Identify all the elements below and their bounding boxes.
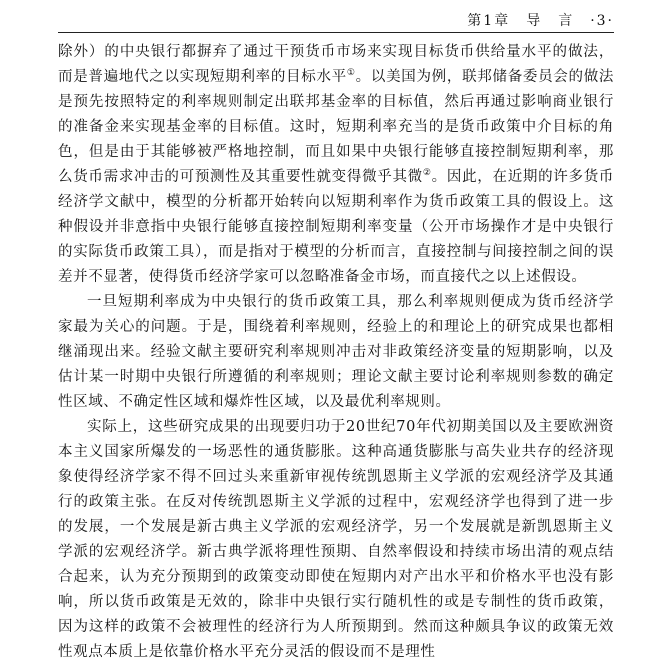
page-body bbox=[58, 40, 614, 665]
footnote-marker-2[interactable]: ② bbox=[422, 168, 432, 179]
paragraph-1-text-b: 。以美国为例，联邦储备委员会的做法是预先按照特定的利率规则制定出联邦基金率的目标值，然后再通过影响商业银行的准备金来实现基金率的目标值。这时，短期利率充当的是货币政策中介目标的角色，但是由于其能够被严格地控制，而且如果中央银行能够直接控制短期利率，那么货币需求冲击的可预测性及其重要性就变得微乎其微 bbox=[58, 69, 615, 185]
paragraph-3: 实际上，这些研究成果的出现要归功于20世纪70年代初期美国以及主要欧洲资本主义国家所爆发的一场恶性的通货膨胀。这种高通货膨胀与高失业共存的经济现象使得经济学家不得不回过头来重新审视传统凯恩斯主义学派的宏观经济学及其通行的政策主张。在反对传统凯恩斯主义学派的过程中，宏观经济学也得到了进一步的发展，一个发展是新古典主义学派的宏观经济学，另一个发展就是新凯恩斯主义学派的宏观经济学。新古典学派将理性预期、自然率假设和持续市场出清的观点结合起来，认为充分预期到的政策变动即使在短期内对产出水平和价格水平也没有影响，所以货币政策是无效的，除非中央银行实行随机性的或是专制性的货币政策，因为这样的政策不会被理性的经济行为人所预期到。然而这种颇具争议的政策无效性观点本质上是依靠价格水平充分灵活的假设而不是理性 bbox=[58, 419, 614, 660]
running-head: 第1章 导 言 ·3· bbox=[467, 13, 614, 29]
paragraph-1 bbox=[58, 40, 614, 290]
paragraph-1-text-c: 。因此，在近期的许多货币经济学文献中，模型的分析都开始转向以短期利率作为货币政策工具的假设上。这种假设并非意指中央银行能够直接控制短期利率变量（公开市场操作才是中央银行的实际货币政策工具），而是指对于模型的分析而言，直接控制与间接控制之间的误差并不显著，使得货币经济学家可以忽略准备金市场，而直接代之以上述假设。 bbox=[58, 169, 615, 285]
header-rule bbox=[58, 32, 614, 33]
paragraph-2: 一旦短期利率成为中央银行的货币政策工具，那么利率规则便成为货币经济学家最为关心的问题。于是，围绕着利率规则，经验上的和理论上的研究成果也都相继涌现出来。经验文献主要研究利率规则冲击对非政策经济变量的短期影响，以及估计某一时期中央银行所遵循的利率规则；理论文献主要讨论利率规则参数的确定性区域、不确定性区域和爆炸性区域，以及最优利率规则。 bbox=[58, 294, 614, 410]
paragraph-1-text-a: 除外）的中央银行都摒弃了通过干预货币市场来实现目标货币供给量水平的做法，而是普遍地代之以实现短期利率的目标水平 bbox=[58, 44, 614, 85]
footnote-marker-1[interactable]: ① bbox=[346, 68, 356, 79]
